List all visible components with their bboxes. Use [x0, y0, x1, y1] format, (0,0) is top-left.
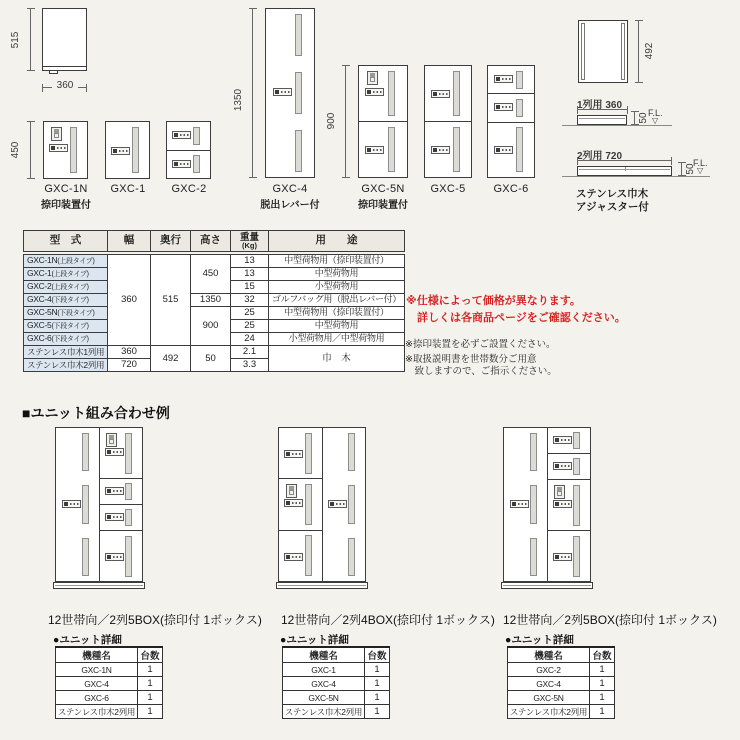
keypad-icon [49, 144, 68, 152]
window-slot [573, 536, 580, 577]
spec-table-body [23, 254, 405, 372]
keypad-icon [553, 500, 572, 508]
cell-model: GXC-2(上段タイプ) [24, 281, 108, 294]
dim-label-360: 360 [52, 80, 78, 91]
keypad-icon [328, 500, 347, 508]
locker-door [488, 66, 534, 93]
col-qty: 台数 [590, 647, 615, 663]
dim-label-50a: 50 [638, 112, 649, 124]
window-slot [132, 127, 139, 173]
locker-door [548, 453, 591, 479]
keypad-icon [105, 448, 124, 456]
table-row [508, 705, 615, 719]
window-slot [573, 432, 580, 449]
unit-label-gxc-4: GXC-4 [272, 183, 308, 195]
keypad-icon [284, 450, 303, 458]
table-row [283, 647, 390, 663]
cell-model: GXC-1N(上段タイプ) [24, 255, 108, 268]
dim-label-50b: 50 [685, 163, 696, 175]
cell-model: ステンレス巾木2列用 [56, 705, 138, 719]
keypad-icon [105, 553, 124, 561]
frame-post [621, 23, 625, 80]
dim-line-1350 [252, 8, 253, 178]
usage-note-line2: ※取扱説明書を世帯数分ご用意 [405, 353, 537, 365]
locker-base [276, 582, 368, 589]
detail-title-1: ●ユニット詳細 [53, 634, 122, 646]
window-slot [453, 71, 460, 116]
unit-drawing-gxc-5 [424, 65, 472, 178]
cell-model: GXC-4 [283, 677, 365, 691]
table-row [56, 677, 163, 691]
cell-qty: 1 [138, 663, 163, 677]
base-line [43, 66, 86, 67]
floor-level-label: F.L. [693, 158, 708, 168]
cell-use: 中型荷物用 [269, 268, 405, 281]
window-slot [516, 127, 523, 172]
table-row [283, 691, 390, 705]
cell-qty: 1 [590, 705, 615, 719]
table-row [283, 677, 390, 691]
locker-door [425, 121, 471, 177]
cell-qty: 1 [138, 691, 163, 705]
keypad-icon [365, 146, 384, 154]
skirting-row2-dim [577, 160, 672, 161]
col-model: 機種名 [56, 647, 138, 663]
locker-door [100, 428, 143, 478]
keypad-icon [494, 103, 513, 111]
col-qty: 台数 [138, 647, 163, 663]
spec-row [24, 307, 405, 320]
unit-drawing-gxc-2 [166, 121, 211, 179]
cell-qty: 1 [365, 663, 390, 677]
locker-door [488, 122, 534, 178]
dim-line-515 [30, 8, 31, 71]
cell-qty: 1 [365, 705, 390, 719]
table-row [508, 663, 615, 677]
cell-model: GXC-4(下段タイプ) [24, 294, 108, 307]
cell-model: GXC-4 [508, 677, 590, 691]
cell-weight: 13 [231, 255, 269, 268]
skirting-name-label: ステンレス巾木 [576, 188, 649, 200]
table-row [56, 647, 163, 663]
cell-model: ステンレス巾木2列用 [508, 705, 590, 719]
cell-height: 900 [191, 307, 231, 346]
keypad-icon [273, 88, 292, 96]
locker-door [44, 122, 87, 178]
col-model: 機種名 [283, 647, 365, 663]
example-locker-2 [278, 427, 366, 582]
dim-line-50b [681, 162, 682, 176]
locker-base [501, 582, 593, 589]
cell-model: GXC-4 [56, 677, 138, 691]
locker-door [100, 504, 143, 530]
window-slot [125, 483, 132, 500]
cell-width: 360 [108, 255, 151, 346]
keypad-icon [431, 146, 450, 154]
header-depth: 奥行 [151, 231, 191, 252]
locker-door [266, 9, 314, 177]
unit-detail-table-1 [55, 646, 163, 719]
locker-door [100, 478, 143, 504]
example-locker-1 [55, 427, 143, 582]
unit-label-gxc-6: GXC-6 [493, 183, 529, 195]
cell-weight: 25 [231, 307, 269, 320]
floor-level-mark: ▽ [697, 166, 704, 175]
spec-row [24, 255, 405, 268]
table-row [508, 677, 615, 691]
window-slot [125, 509, 132, 526]
cell-qty: 1 [365, 677, 390, 691]
example-caption-1: 12世帯向／2列5BOX(捺印付 1ボックス) [48, 613, 262, 627]
dim-label-515: 515 [10, 31, 21, 49]
window-slot [125, 433, 132, 474]
cell-model: GXC-1 [283, 663, 365, 677]
keypad-icon [510, 500, 529, 508]
locker-door [359, 121, 407, 177]
window-slot [125, 536, 132, 577]
spec-row [24, 346, 405, 359]
cell-model: GXC-1(上段タイプ) [24, 268, 108, 281]
price-note-line2: 詳しくは各商品ページをご確認ください。 [417, 312, 626, 324]
unit-sublabel-gxc-5n: 捺印装置付 [358, 200, 408, 211]
floor-level-label: F.L. [648, 108, 663, 118]
cell-weight: 32 [231, 294, 269, 307]
keypad-icon [431, 90, 450, 98]
header-width: 幅 [108, 231, 151, 252]
usage-notes [405, 339, 557, 379]
dim-line-450 [30, 121, 31, 179]
dim-label-450: 450 [10, 141, 21, 159]
cell-use: ゴルフバッグ用（脱出レバー付） [269, 294, 405, 307]
window-slot [348, 485, 355, 523]
keypad-icon [494, 75, 513, 83]
stamp-device-icon [367, 71, 378, 85]
dim-line-50a [634, 111, 635, 125]
cell-weight: 15 [231, 281, 269, 294]
keypad-icon [284, 499, 303, 507]
keypad-icon [365, 88, 384, 96]
col-model: 機種名 [508, 647, 590, 663]
unit-detail-table-3 [507, 646, 615, 719]
skirting-adjuster-label: アジャスター付 [576, 201, 649, 213]
table-row [56, 691, 163, 705]
unit-label-gxc-1n: GXC-1N [44, 183, 88, 195]
locker-door [548, 479, 591, 530]
cell-model: GXC-2 [508, 663, 590, 677]
window-slot [388, 127, 395, 172]
locker-door [488, 93, 534, 121]
unit-drawing-gxc-4 [265, 8, 315, 178]
window-slot [573, 458, 580, 475]
examples-section-title: ■ユニット組み合わせ例 [22, 405, 170, 421]
unit-drawing-gxc-6 [487, 65, 535, 178]
header-height: 高さ [191, 231, 231, 252]
unit-detail-table-2 [282, 646, 390, 719]
cell-width: 720 [108, 359, 151, 372]
locker-door [323, 428, 366, 581]
cell-model: ステンレス巾木1列用 [24, 346, 108, 359]
window-slot [516, 99, 523, 117]
table-row [56, 663, 163, 677]
skirting-2col-drawing [577, 166, 672, 176]
keypad-icon [62, 500, 81, 508]
window-slot [530, 538, 537, 576]
example-caption-3: 12世帯向／2列5BOX(捺印付 1ボックス) [503, 613, 717, 627]
locker-door [504, 428, 547, 581]
cell-model: GXC-6 [56, 691, 138, 705]
locker-column [56, 428, 99, 581]
locker-column [504, 428, 547, 581]
table-row [283, 705, 390, 719]
window-slot [82, 485, 89, 523]
skirting-1col-drawing [577, 115, 627, 125]
cell-depth: 492 [151, 346, 191, 372]
price-note [406, 293, 626, 327]
cell-model: GXC-5N [508, 691, 590, 705]
locker-door [548, 530, 591, 581]
keypad-icon [172, 160, 191, 168]
cell-use: 中型荷物用（捺印装置付） [269, 307, 405, 320]
cell-use: 小型荷物用／中型荷物用 [269, 333, 405, 346]
window-slot [573, 485, 580, 526]
unit-sublabel-gxc-1n: 捺印装置付 [41, 200, 91, 211]
keypad-icon [553, 462, 572, 470]
window-slot [453, 127, 460, 172]
price-note-line1: ※仕様によって価格が異なります。 [406, 295, 581, 307]
unit-label-gxc-1: GXC-1 [110, 183, 146, 195]
window-slot [70, 127, 77, 173]
window-slot [305, 433, 312, 474]
cell-weight: 24 [231, 333, 269, 346]
unit-sublabel-gxc-4: 脱出レバー付 [260, 200, 320, 211]
example-caption-2: 12世帯向／2列4BOX(捺印付 1ボックス) [281, 613, 495, 627]
dim-label-492: 492 [644, 42, 655, 60]
floor-line [562, 125, 672, 126]
table-row [283, 663, 390, 677]
cell-qty: 1 [138, 677, 163, 691]
locker-door [359, 66, 407, 121]
window-slot [348, 538, 355, 576]
cell-height: 1350 [191, 294, 231, 307]
cell-height: 450 [191, 255, 231, 294]
spec-header-row [24, 231, 405, 252]
window-slot [193, 127, 200, 145]
cell-height: 50 [191, 346, 231, 372]
locker-base [53, 582, 145, 589]
example-locker-3 [503, 427, 591, 582]
header-model: 型 式 [24, 231, 108, 252]
cell-use: 巾 木 [269, 346, 405, 372]
dim-label-1350: 1350 [233, 88, 244, 112]
skirting-row2-label: 2列用 720 [577, 151, 623, 162]
window-slot [348, 433, 355, 471]
stamp-device-icon [286, 484, 297, 498]
window-slot [82, 538, 89, 576]
window-slot [295, 14, 302, 56]
table-row [508, 647, 615, 663]
unit-drawing-gxc-1 [105, 121, 150, 179]
cell-qty: 1 [365, 691, 390, 705]
window-slot [516, 71, 523, 89]
unit-label-gxc-5: GXC-5 [430, 183, 466, 195]
cell-weight: 13 [231, 268, 269, 281]
window-slot [295, 130, 302, 172]
spec-row [24, 294, 405, 307]
skirting-row1-dim [577, 109, 628, 110]
cell-depth: 515 [151, 255, 191, 346]
unit-label-gxc-5n: GXC-5N [361, 183, 405, 195]
cell-qty: 1 [590, 663, 615, 677]
stamp-device-icon [106, 433, 117, 447]
cell-model: ステンレス巾木2列用 [24, 359, 108, 372]
cell-qty: 1 [590, 691, 615, 705]
keypad-icon [105, 487, 124, 495]
header-weight: 重量 (Kg) [231, 231, 269, 252]
spec-table-header [23, 230, 405, 252]
detail-title-2: ●ユニット詳細 [280, 634, 349, 646]
unit-drawing-gxc-1n [43, 121, 88, 179]
locker-door [106, 122, 149, 178]
locker-column [322, 428, 366, 581]
cell-qty: 1 [590, 677, 615, 691]
cell-model: ステンレス巾木2列用 [283, 705, 365, 719]
window-slot [305, 484, 312, 525]
adjuster-foot [49, 70, 58, 74]
table-row [508, 691, 615, 705]
stamp-device-icon [51, 127, 62, 141]
keypad-icon [284, 553, 303, 561]
locker-door [167, 150, 210, 179]
window-slot [82, 433, 89, 471]
cell-weight: 25 [231, 320, 269, 333]
header-use: 用 途 [269, 231, 405, 252]
window-slot [193, 155, 200, 173]
col-qty: 台数 [365, 647, 390, 663]
cell-use: 小型荷物用 [269, 281, 405, 294]
dim-line-900 [345, 65, 346, 178]
rear-frame-drawing [578, 20, 628, 83]
dim-line-492 [638, 20, 639, 83]
locker-column [547, 428, 591, 581]
dim-label-900: 900 [326, 112, 337, 130]
stamp-device-icon [554, 485, 565, 499]
locker-door [279, 530, 322, 581]
cell-model: GXC-5N [283, 691, 365, 705]
cell-weight: 3.3 [231, 359, 269, 372]
locker-door [425, 66, 471, 121]
locker-door [548, 428, 591, 453]
cell-model: GXC-6(下段タイプ) [24, 333, 108, 346]
keypad-icon [172, 131, 191, 139]
locker-door [167, 122, 210, 150]
locker-door [100, 530, 143, 581]
table-row [56, 705, 163, 719]
keypad-icon [553, 436, 572, 444]
detail-title-3: ●ユニット詳細 [505, 634, 574, 646]
keypad-icon [553, 553, 572, 561]
window-slot [305, 535, 312, 576]
locker-door [56, 428, 99, 581]
side-view-drawing [42, 8, 87, 71]
window-slot [295, 72, 302, 114]
cell-model: GXC-5(下段タイプ) [24, 320, 108, 333]
keypad-icon [494, 146, 513, 154]
keypad-icon [105, 513, 124, 521]
cell-use: 中型荷物用 [269, 320, 405, 333]
locker-column [99, 428, 143, 581]
locker-column [279, 428, 322, 581]
window-slot [530, 433, 537, 471]
unit-label-gxc-2: GXC-2 [171, 183, 207, 195]
frame-post [581, 23, 585, 80]
cell-model: GXC-1N [56, 663, 138, 677]
locker-door [279, 428, 322, 478]
keypad-icon [111, 147, 130, 155]
window-slot [530, 485, 537, 523]
cell-weight: 2.1 [231, 346, 269, 359]
cell-use: 中型荷物用（捺印装置付） [269, 255, 405, 268]
cell-model: GXC-5N(下段タイプ) [24, 307, 108, 320]
cell-qty: 1 [138, 705, 163, 719]
locker-door [279, 478, 322, 529]
cell-width: 360 [108, 346, 151, 359]
unit-drawing-gxc-5n [358, 65, 408, 178]
floor-level-mark: ▽ [652, 116, 659, 125]
skirting-row1-label: 1列用 360 [577, 100, 623, 111]
usage-note-line1: ※捺印装置を必ずご設置ください。 [405, 339, 556, 350]
window-slot [388, 71, 395, 116]
usage-note-line3: 致しますので、ご指示ください。 [405, 366, 557, 377]
